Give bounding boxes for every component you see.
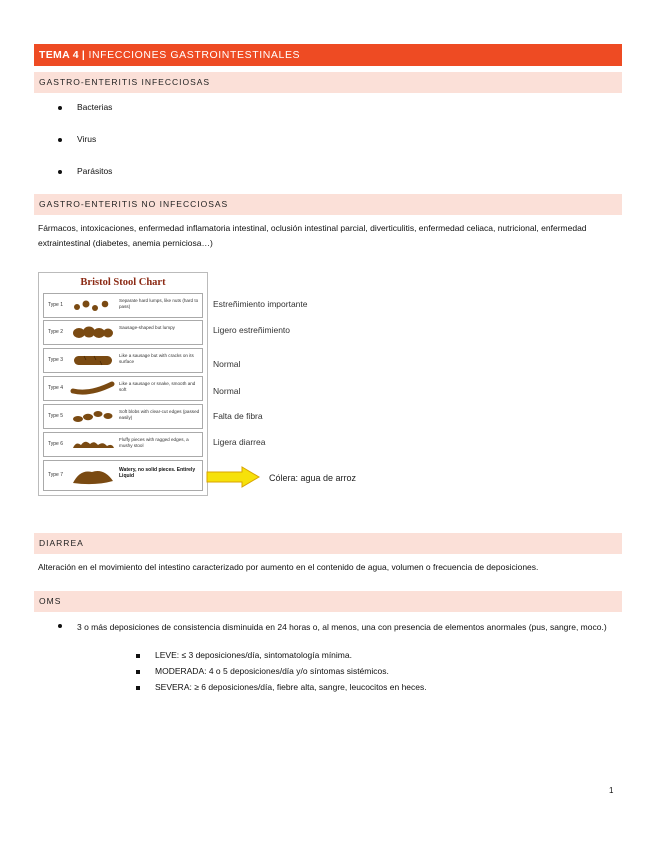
section-heading-infecciosas: GASTRO-ENTERITIS INFECCIOSAS — [34, 72, 622, 93]
bullet-icon — [58, 170, 62, 174]
square-bullet-icon — [136, 686, 140, 690]
bristol-stool-chart — [38, 272, 208, 496]
title-separator: | — [81, 49, 86, 61]
chart-row-type-7: Type 7 Watery, no solid pieces. Entirely Liquid — [43, 460, 203, 491]
document-page: TEMA 4 | INFECCIONES GASTROINTESTINALES GASTRO-ENTERITIS INFECCIOSAS Bacterias Virus Parásitos GASTRO-ENTERITIS NO INFECCIOSAS Fármacos, intoxicaciones, enfermedad inflamatoria intestinal, oclusión intestinal parcial, diverticulitis, enfermedad celiaca, nutricional, enfermedad extraintestinal (diabetes, anemia perniciosa…) Bristol Stool Chart Type 1 Separate hard lumps, like nuts (hard to pass) Type 2 Sausage-shaped but lumpy Type 3 Like a sausage but with cracks on its surface Type 4 Like a sausage or snake, smooth and soft Type 5 Soft blobs with clear-cut edges (passed easily) Type 6 Fluffy pieces with ragged edges, a mushy stool Type 7 Watery, no solid pieces. Entirely Liquid Estreñimiento importante Ligero estreñimiento Normal Normal Falta de fibra Ligera diarrea Cólera: agua de arroz DIARREA Alteración en el movimiento del intestino caracterizado por aumento en el contenido de agua, volumen o frecuencia de deposiciones. OMS 3 o más deposiciones de consistencia disminuida en 24 horas o, al menos, una con presencia de elementos anormales (pus, sangre, moco.) LEVE: ≤ 3 deposiciones/día, sintomatología mínima. MODERADA: 4 o 5 deposiciones/día y/o síntomas sistémicos. SEVERA: ≥ 6 deposiciones/día, fiebre alta, sangre, leucocitos en heces. 1 — [0, 0, 655, 848]
section-heading-oms: OMS — [34, 591, 622, 612]
stool-type-3-icon — [70, 352, 116, 369]
chart-label-type-4: Normal — [213, 386, 241, 396]
topic-title: INFECCIONES GASTROINTESTINALES — [88, 49, 301, 61]
bullet-icon — [58, 624, 62, 628]
bullet-icon — [58, 106, 62, 110]
chart-row-type-6: Type 6 Fluffy pieces with ragged edges, a mushy stool — [43, 432, 203, 457]
stool-type-2-icon — [70, 324, 116, 341]
square-bullet-icon — [136, 654, 140, 658]
yellow-arrow-icon — [206, 466, 260, 488]
bullet-icon — [58, 138, 62, 142]
stool-type-7-icon — [70, 464, 116, 487]
chart-row-type-5: Type 5 Soft blobs with clear-cut edges (passed easily) — [43, 404, 203, 429]
section-heading-no-infecciosas: GASTRO-ENTERITIS NO INFECCIOSAS — [34, 194, 622, 215]
chart-row-type-1: Type 1 Separate hard lumps, like nuts (hard to pass) — [43, 293, 203, 318]
diarrea-paragraph: Alteración en el movimiento del intestino caracterizado por aumento en el contenido de agua, volumen o frecuencia de deposiciones. — [38, 562, 539, 572]
no-infecciosas-paragraph: Fármacos, intoxicaciones, enfermedad inflamatoria intestinal, oclusión intestinal parcial, diverticulitis, enfermedad celiaca, nutricional, enfermedad extraintestinal (diabetes, anemia perniciosa…) — [38, 223, 587, 248]
chart-row-type-3: Type 3 Like a sausage but with cracks on its surface — [43, 348, 203, 373]
chart-label-type-1: Estreñimiento importante — [213, 299, 308, 309]
topic-title-bar — [34, 44, 622, 66]
chart-label-type-2: Ligero estreñimiento — [213, 325, 291, 335]
stool-type-6-icon — [70, 436, 116, 453]
page-number: 1 — [609, 786, 614, 795]
chart-row-type-2: Type 2 Sausage-shaped but lumpy — [43, 320, 203, 345]
stool-type-4-icon — [70, 380, 116, 397]
chart-title: Bristol Stool Chart — [80, 277, 166, 288]
colera-label: Cólera: agua de arroz — [269, 473, 357, 483]
chart-label-type-5: Falta de fibra — [213, 411, 263, 421]
topic-number: TEMA 4 — [39, 49, 79, 61]
chart-row-type-4: Type 4 Like a sausage or snake, smooth and soft — [43, 376, 203, 401]
square-bullet-icon — [136, 670, 140, 674]
chart-label-type-6: Ligera diarrea — [213, 437, 266, 447]
chart-label-type-3: Normal — [213, 359, 241, 369]
stool-type-5-icon — [70, 408, 116, 425]
section-heading-diarrea: DIARREA — [34, 533, 622, 554]
stool-type-1-icon — [70, 297, 116, 314]
